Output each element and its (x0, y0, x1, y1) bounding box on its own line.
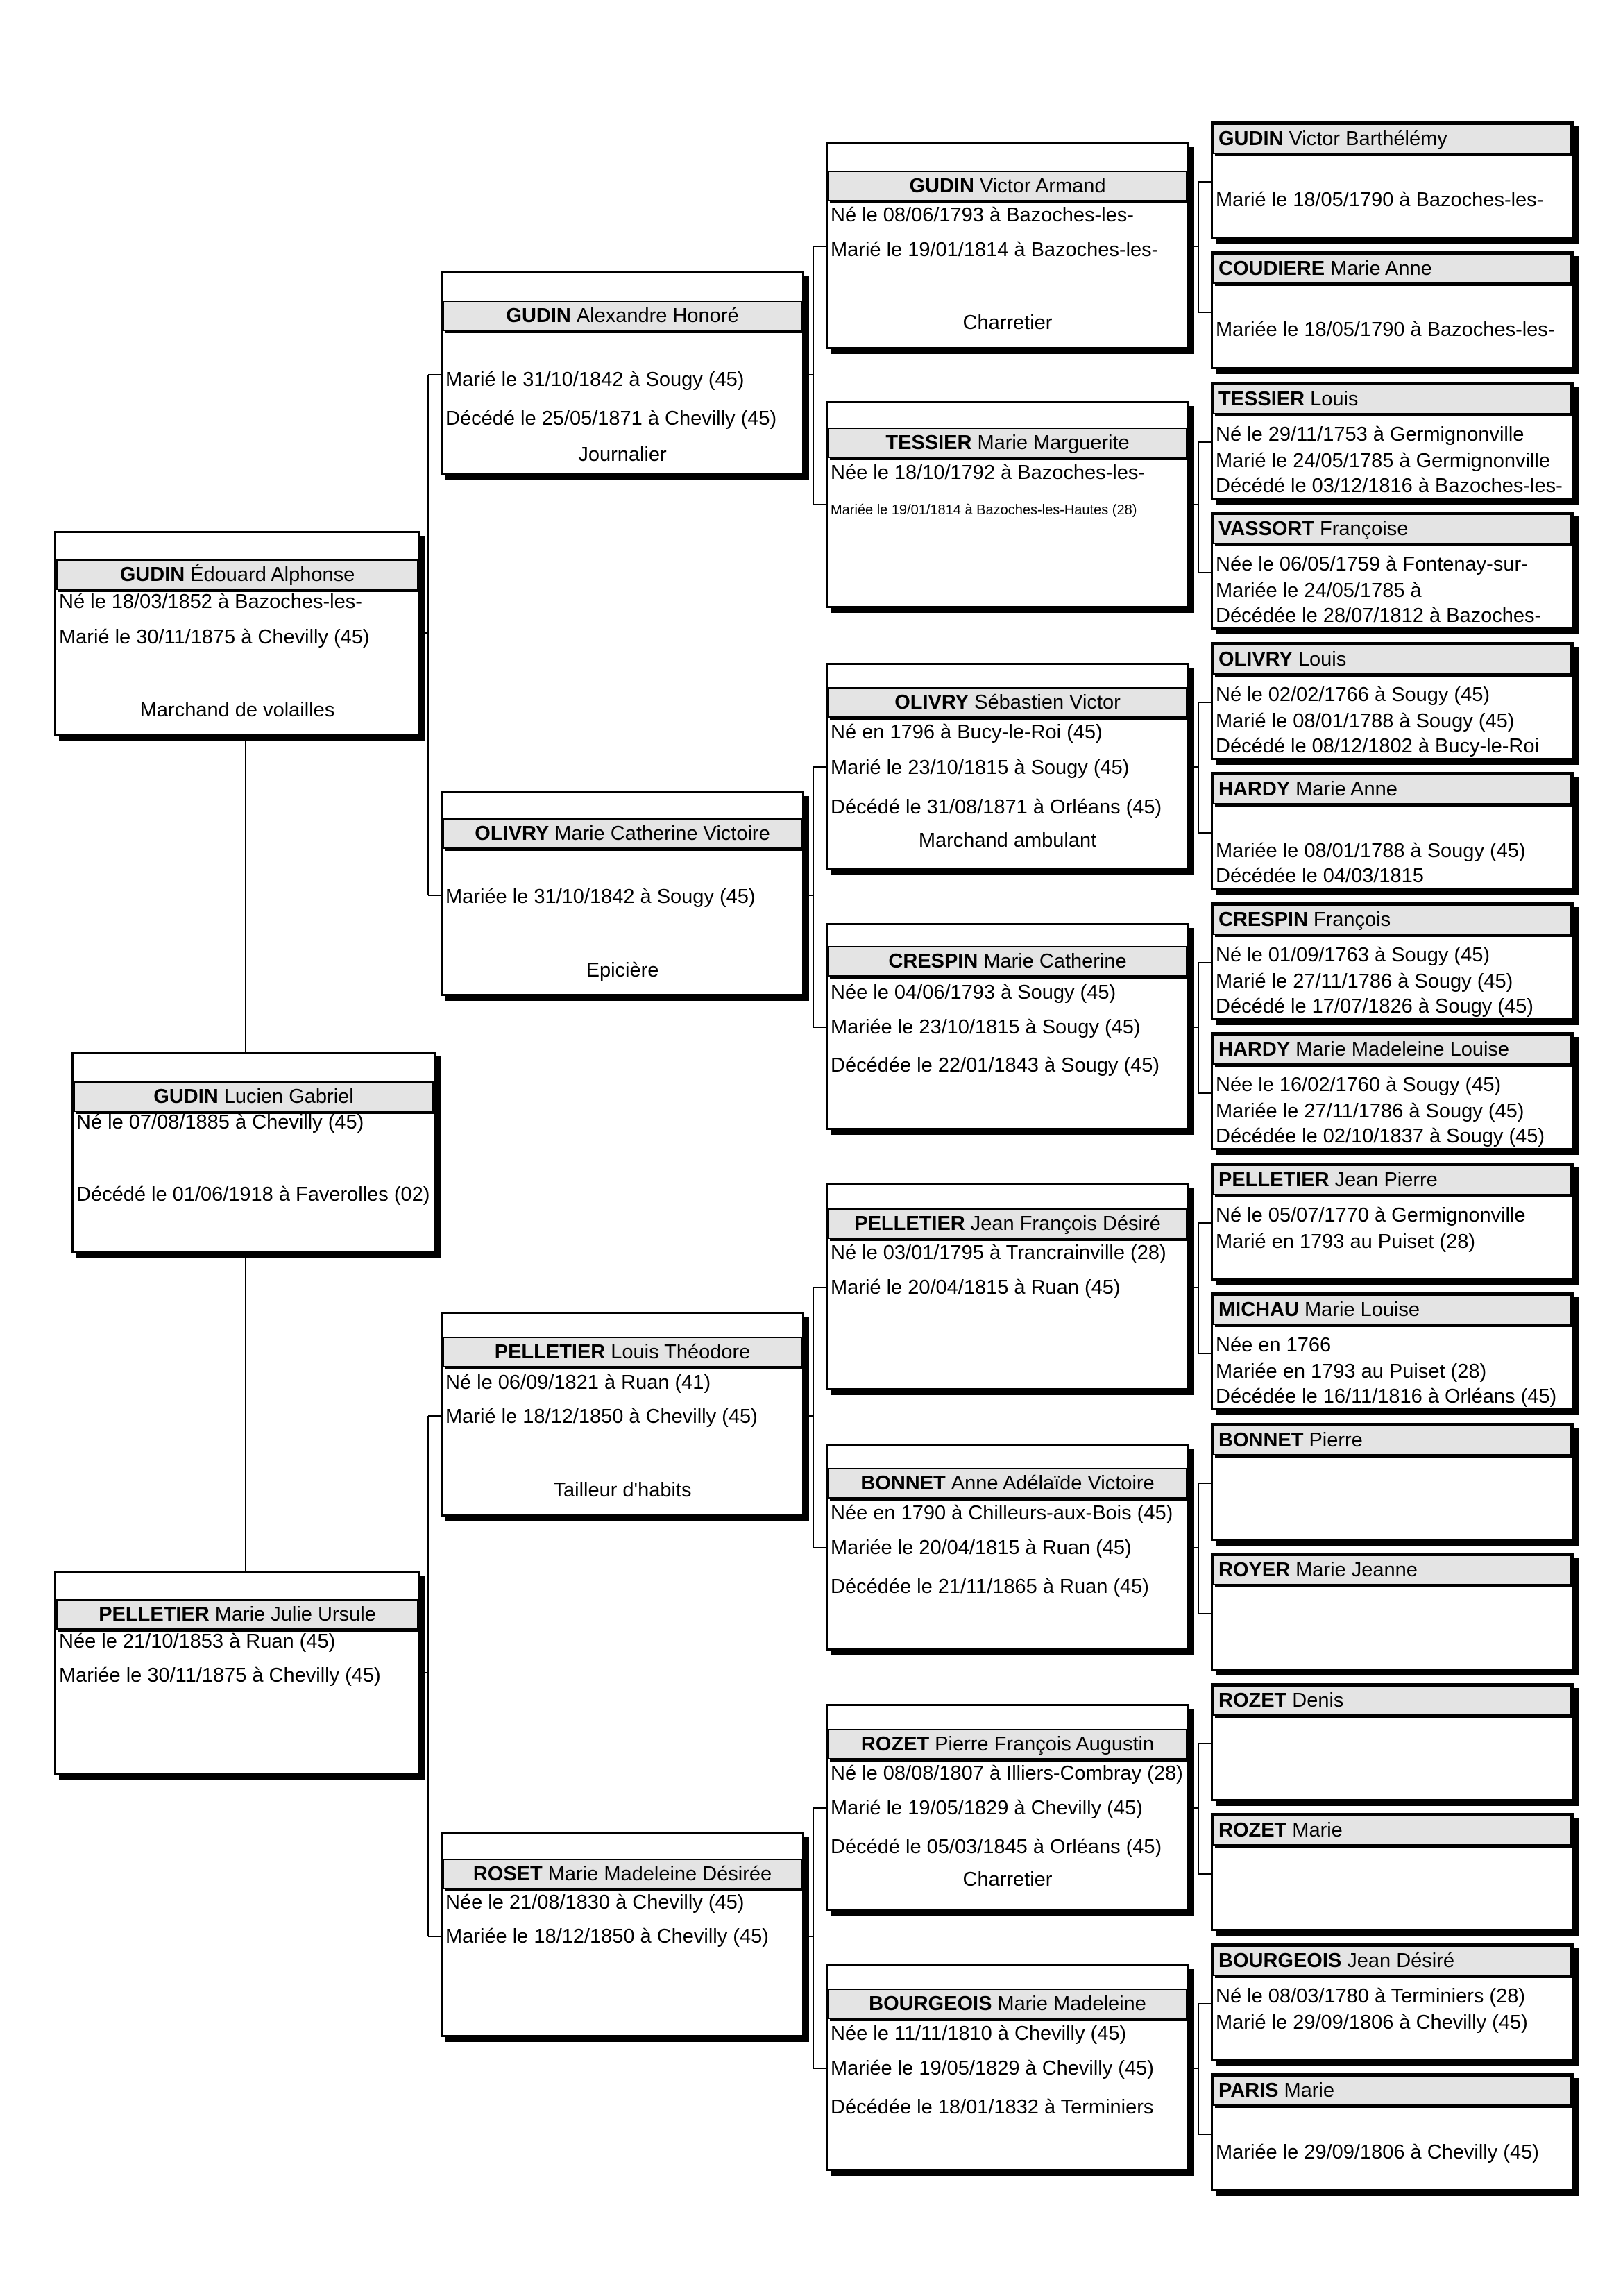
given-names: Marie Madeleine (997, 1993, 1146, 2015)
person-detail-line: Décédée le 28/07/1812 à Bazoches- (1216, 605, 1542, 627)
connector-line (813, 766, 826, 768)
person-name (828, 1729, 1187, 1759)
person-box-pelletier-jean-pierre (1211, 1163, 1574, 1281)
person-detail-line: Décédé le 31/08/1871 à Orléans (45) (831, 796, 1162, 818)
given-names: Édouard Alphonse (190, 564, 355, 586)
given-names: Marie Catherine (983, 950, 1127, 972)
connector-line (813, 1287, 826, 1288)
person-detail-line: Mariée le 24/05/1785 à (1216, 580, 1422, 602)
person-detail-line: Née en 1766 (1216, 1334, 1332, 1356)
person-name (1213, 904, 1572, 935)
surname: GUDIN (153, 1086, 219, 1108)
connector-line (1198, 2004, 1199, 2134)
person-detail-line: Mariée le 20/04/1815 à Ruan (45) (831, 1537, 1132, 1559)
connector-line (813, 1288, 814, 1548)
person-name (74, 1081, 434, 1112)
person-detail-line: Mariée le 18/12/1850 à Chevilly (45) (445, 1925, 769, 1948)
person-detail-line: Né le 05/07/1770 à Germignonville (1216, 1204, 1526, 1226)
connector-line (813, 246, 814, 505)
person-box-crespin-francois (1211, 902, 1574, 1020)
person-name (1213, 1425, 1572, 1455)
connector-line (245, 1253, 246, 1571)
person-detail-line: Marié le 19/01/1814 à Bazoches-les- (831, 239, 1159, 261)
person-box-olivry-sebastien-victor (826, 663, 1189, 870)
person-detail-line: Décédée le 16/11/1816 à Orléans (45) (1216, 1385, 1557, 1408)
person-name (443, 301, 802, 331)
person-detail-line: Marié le 29/09/1806 à Chevilly (45) (1216, 2011, 1528, 2034)
person-name (443, 1859, 802, 1889)
person-detail-line: Né le 29/11/1753 à Germignonville (1216, 423, 1524, 446)
given-names: Marie Louise (1305, 1299, 1420, 1321)
person-box-gudin-victor-armand (826, 142, 1189, 349)
person-detail-line: Né le 08/03/1780 à Terminiers (28) (1216, 1985, 1525, 2007)
person-detail-line: Née le 16/02/1760 à Sougy (45) (1216, 1074, 1502, 1096)
given-names: Marie Marguerite (977, 432, 1130, 454)
person-detail-line: Né le 08/06/1793 à Bazoches-les- (831, 204, 1134, 226)
person-box-bourgeois-marie-madeleine (826, 1964, 1189, 2171)
person-name (443, 818, 802, 849)
person-name (1213, 514, 1572, 544)
person-box-pelletier-marie-julie-ursule (54, 1571, 420, 1775)
connector-line (1198, 962, 1211, 963)
surname: PELLETIER (99, 1603, 210, 1626)
given-names: François (1313, 909, 1391, 931)
person-detail-line: Marié le 18/05/1790 à Bazoches-les- (1216, 189, 1544, 211)
person-detail-line: Née le 21/10/1853 à Ruan (45) (59, 1630, 336, 1653)
given-names: Alexandre Honoré (576, 305, 739, 327)
person-name (1213, 1945, 1572, 1976)
person-box-roset-marie-madeleine-desiree (441, 1832, 804, 2037)
person-detail-line: Décédé le 01/06/1918 à Faverolles (02) (76, 1183, 430, 1206)
given-names: Pierre (1309, 1429, 1363, 1451)
given-names: Pierre François Augustin (935, 1733, 1155, 1755)
person-box-paris-marie (1211, 2073, 1574, 2191)
surname: ROYER (1218, 1559, 1291, 1581)
connector-line (1198, 182, 1199, 312)
person-detail-line: Marié le 08/01/1788 à Sougy (45) (1216, 710, 1515, 732)
surname: OLIVRY (1218, 648, 1293, 670)
person-box-michau-marie-louise (1211, 1292, 1574, 1410)
person-name (828, 946, 1187, 977)
surname: BONNET (860, 1472, 946, 1494)
given-names: Françoise (1320, 518, 1409, 540)
person-box-rozet-marie (1211, 1813, 1574, 1931)
connector-line (245, 736, 246, 1052)
person-detail-line: Né le 03/01/1795 à Trancrainville (28) (831, 1242, 1166, 1264)
person-box-coudiere-marie-anne (1211, 251, 1574, 369)
person-detail-line: Marié en 1793 au Puiset (28) (1216, 1231, 1475, 1253)
given-names: Jean Désiré (1347, 1950, 1454, 1972)
surname: CRESPIN (888, 950, 978, 972)
person-detail-line: Née le 21/08/1830 à Chevilly (45) (445, 1891, 745, 1914)
person-box-tessier-louis (1211, 382, 1574, 500)
connector-line (1198, 2003, 1211, 2004)
person-box-rozet-pierre-francois-augustin (826, 1704, 1189, 1911)
connector-line (427, 1416, 429, 1936)
connector-line (1198, 1743, 1211, 1744)
connector-line (1198, 2134, 1211, 2135)
connector-line (813, 767, 814, 1027)
person-detail-line: Né le 02/02/1766 à Sougy (45) (1216, 684, 1490, 706)
person-box-gudin-alexandre-honore (441, 271, 804, 475)
connector-line (813, 1808, 814, 2068)
given-names: Anne Adélaïde Victoire (951, 1472, 1155, 1494)
person-detail-line: Marié le 24/05/1785 à Germignonville (1216, 450, 1550, 472)
person-detail-line: Epicière (586, 959, 659, 981)
person-box-tessier-marie-marguerite (826, 401, 1189, 608)
surname: PELLETIER (1218, 1169, 1329, 1191)
person-detail-line: Tailleur d'habits (553, 1479, 692, 1501)
connector-line (813, 1807, 826, 1809)
surname: CRESPIN (1218, 909, 1308, 931)
person-detail-line: Mariée le 30/11/1875 à Chevilly (45) (59, 1664, 381, 1687)
surname: GUDIN (119, 564, 185, 586)
person-name (1213, 1555, 1572, 1585)
person-detail-line: Décédée le 18/01/1832 à Terminiers (831, 2096, 1154, 2118)
surname: ROZET (860, 1733, 930, 1755)
person-detail-line: Mariée en 1793 au Puiset (28) (1216, 1360, 1487, 1383)
person-name (1213, 1294, 1572, 1325)
person-detail-line: Décédée le 21/11/1865 à Ruan (45) (831, 1576, 1149, 1598)
surname: ROZET (1218, 1689, 1287, 1712)
person-name (828, 428, 1187, 458)
person-box-pelletier-louis-theodore (441, 1312, 804, 1517)
connector-line (813, 1547, 826, 1548)
person-name (56, 559, 418, 590)
surname: OLIVRY (894, 691, 969, 714)
person-detail-line: Marié le 19/05/1829 à Chevilly (45) (831, 1797, 1143, 1819)
person-box-gudin-victor-barthelemy (1211, 121, 1574, 239)
connector-line (428, 895, 441, 896)
given-names: Louis (1298, 648, 1347, 670)
connector-line (428, 1415, 441, 1417)
person-name (1213, 253, 1572, 284)
person-detail-line: Charretier (962, 312, 1053, 334)
person-box-olivry-marie-catherine-victoire (441, 791, 804, 996)
surname: GUDIN (506, 305, 571, 327)
connector-line (1198, 702, 1211, 703)
person-name (443, 1337, 802, 1367)
person-box-hardy-marie-anne (1211, 772, 1574, 890)
person-detail-line: Journalier (578, 444, 667, 466)
person-name (1213, 1165, 1572, 1195)
person-detail-line: Mariée le 31/10/1842 à Sougy (45) (445, 886, 756, 908)
person-detail-line: Née le 04/06/1793 à Sougy (45) (831, 981, 1116, 1004)
person-detail-line: Né le 01/09/1763 à Sougy (45) (1216, 944, 1490, 966)
connector-line (813, 246, 826, 247)
given-names: Sébastien Victor (974, 691, 1121, 714)
person-detail-line: Mariée le 29/09/1806 à Chevilly (45) (1216, 2141, 1539, 2163)
surname: BONNET (1218, 1429, 1304, 1451)
connector-line (813, 2068, 826, 2069)
person-detail-line: Mariée le 19/05/1829 à Chevilly (45) (831, 2057, 1154, 2079)
given-names: Jean François Désiré (970, 1213, 1161, 1235)
person-detail-line: Mariée le 19/01/1814 à Bazoches-les-Hautes (28) (831, 503, 1137, 518)
person-name (1213, 124, 1572, 154)
person-box-vassort-francoise (1211, 512, 1574, 630)
given-names: Louis (1310, 388, 1359, 410)
connector-line (1198, 832, 1211, 834)
connector-line (1198, 963, 1199, 1093)
surname: VASSORT (1218, 518, 1315, 540)
given-names: Marie Madeleine Désirée (547, 1863, 772, 1885)
person-detail-line: Marchand de volailles (139, 699, 335, 721)
given-names: Denis (1292, 1689, 1344, 1712)
given-names: Victor Barthélémy (1289, 128, 1447, 150)
person-detail-line: Mariée le 23/10/1815 à Sougy (45) (831, 1016, 1141, 1038)
connector-line (1198, 1092, 1211, 1094)
person-detail-line: Décédée le 02/10/1837 à Sougy (45) (1216, 1125, 1545, 1147)
given-names: Jean Pierre (1334, 1169, 1438, 1191)
surname: BOURGEOIS (1218, 1950, 1342, 1972)
given-names: Marie Jeanne (1295, 1559, 1418, 1581)
person-detail-line: Marié le 20/04/1815 à Ruan (45) (831, 1276, 1121, 1299)
given-names: Marie Anne (1330, 258, 1432, 280)
given-names: Marie Catherine Victoire (554, 822, 770, 845)
surname: TESSIER (885, 432, 972, 454)
surname: PELLETIER (854, 1213, 965, 1235)
person-box-olivry-louis (1211, 642, 1574, 760)
connector-line (1198, 441, 1211, 443)
person-name (1213, 644, 1572, 675)
connector-line (1198, 1483, 1199, 1614)
person-detail-line: Décédé le 17/07/1826 à Sougy (45) (1216, 995, 1533, 1018)
surname: PELLETIER (494, 1341, 606, 1363)
connector-line (813, 504, 826, 505)
surname: MICHAU (1218, 1299, 1299, 1321)
person-detail-line: Marié le 23/10/1815 à Sougy (45) (831, 757, 1130, 779)
person-box-gudin-edouard-alphonse (54, 531, 420, 736)
surname: HARDY (1218, 778, 1291, 800)
person-name (828, 1468, 1187, 1499)
person-name (1213, 774, 1572, 804)
person-detail-line: Née le 06/05/1759 à Fontenay-sur- (1216, 553, 1528, 575)
person-detail-line: Né le 06/09/1821 à Ruan (41) (445, 1371, 711, 1394)
person-name (828, 1989, 1187, 2019)
person-name (1213, 1685, 1572, 1716)
person-detail-line: Marié le 27/11/1786 à Sougy (45) (1216, 970, 1513, 993)
given-names: Marie Anne (1295, 778, 1397, 800)
given-names: Victor Armand (979, 175, 1106, 197)
connector-line (428, 374, 441, 375)
person-detail-line: Mariée le 08/01/1788 à Sougy (45) (1216, 840, 1526, 862)
person-detail-line: Mariée le 27/11/1786 à Sougy (45) (1216, 1100, 1524, 1122)
given-names: Marie Julie Ursule (214, 1603, 376, 1626)
person-name (828, 1208, 1187, 1239)
person-detail-line: Marchand ambulant (918, 829, 1097, 852)
connector-line (1198, 442, 1199, 573)
person-name (828, 687, 1187, 718)
person-detail-line: Décédée le 04/03/1815 (1216, 865, 1424, 887)
person-box-pelletier-jean-francois-desire (826, 1183, 1189, 1390)
connector-line (428, 1936, 441, 1937)
person-detail-line: Marié le 31/10/1842 à Sougy (45) (445, 369, 745, 391)
person-name (1213, 384, 1572, 414)
person-name (1213, 1815, 1572, 1846)
person-name (1213, 1034, 1572, 1065)
surname: PARIS (1218, 2079, 1279, 2102)
person-box-hardy-marie-madeleine-louise (1211, 1032, 1574, 1150)
person-detail-line: Décédé le 25/05/1871 à Chevilly (45) (445, 407, 777, 430)
connector-line (1198, 1873, 1211, 1875)
person-detail-line: Marié le 18/12/1850 à Chevilly (45) (445, 1406, 758, 1428)
person-box-crespin-marie-catherine (826, 923, 1189, 1130)
given-names: Marie (1292, 1819, 1343, 1841)
person-name (828, 171, 1187, 201)
person-box-bonnet-pierre (1211, 1423, 1574, 1541)
person-detail-line: Né le 07/08/1885 à Chevilly (45) (76, 1111, 364, 1133)
surname: GUDIN (909, 175, 974, 197)
person-box-bourgeois-jean-desire (1211, 1943, 1574, 2061)
surname: ROSET (473, 1863, 543, 1885)
given-names: Marie (1284, 2079, 1334, 2102)
person-box-royer-marie-jeanne (1211, 1553, 1574, 1671)
connector-line (813, 1027, 826, 1028)
given-names: Lucien Gabriel (223, 1086, 354, 1108)
connector-line (1198, 1483, 1211, 1484)
surname: TESSIER (1218, 388, 1305, 410)
person-name (56, 1599, 418, 1630)
person-detail-line: Charretier (962, 1868, 1053, 1891)
surname: GUDIN (1218, 128, 1284, 150)
person-detail-line: Née le 18/10/1792 à Bazoches-les- (831, 462, 1146, 484)
person-detail-line: Mariée le 18/05/1790 à Bazoches-les- (1216, 319, 1555, 341)
connector-line (1198, 1613, 1211, 1614)
person-detail-line: Décédé le 08/12/1802 à Bucy-le-Roi (1216, 735, 1539, 757)
surname: COUDIERE (1218, 258, 1325, 280)
person-detail-line: Décédé le 03/12/1816 à Bazoches-les- (1216, 475, 1563, 497)
person-detail-line: Née le 11/11/1810 à Chevilly (45) (831, 2023, 1127, 2045)
person-name (1213, 2075, 1572, 2106)
person-detail-line: Décédé le 05/03/1845 à Orléans (45) (831, 1836, 1162, 1858)
connector-line (427, 375, 429, 895)
given-names: Louis Théodore (611, 1341, 751, 1363)
person-detail-line: Né le 18/03/1852 à Bazoches-les- (59, 591, 362, 613)
surname: ROZET (1218, 1819, 1287, 1841)
person-detail-line: Décédée le 22/01/1843 à Sougy (45) (831, 1054, 1160, 1077)
surname: OLIVRY (475, 822, 550, 845)
connector-line (1198, 702, 1199, 833)
connector-line (1198, 1223, 1199, 1353)
connector-line (1198, 1222, 1211, 1224)
person-box-gudin-lucien-gabriel (71, 1052, 436, 1253)
surname: HARDY (1218, 1038, 1291, 1061)
connector-line (1198, 1353, 1211, 1354)
person-box-bonnet-anne-adelaide-victoire (826, 1444, 1189, 1651)
connector-line (1198, 312, 1211, 313)
person-detail-line: Né le 08/08/1807 à Illiers-Combray (28) (831, 1762, 1183, 1784)
person-detail-line: Né en 1796 à Bucy-le-Roi (45) (831, 721, 1103, 743)
surname: BOURGEOIS (869, 1993, 992, 2015)
connector-line (1198, 1744, 1199, 1874)
person-detail-line: Marié le 30/11/1875 à Chevilly (45) (59, 626, 370, 648)
connector-line (1198, 181, 1211, 183)
given-names: Marie Madeleine Louise (1295, 1038, 1510, 1061)
connector-line (1198, 572, 1211, 573)
person-box-rozet-denis (1211, 1683, 1574, 1801)
person-detail-line: Née en 1790 à Chilleurs-aux-Bois (45) (831, 1502, 1173, 1524)
